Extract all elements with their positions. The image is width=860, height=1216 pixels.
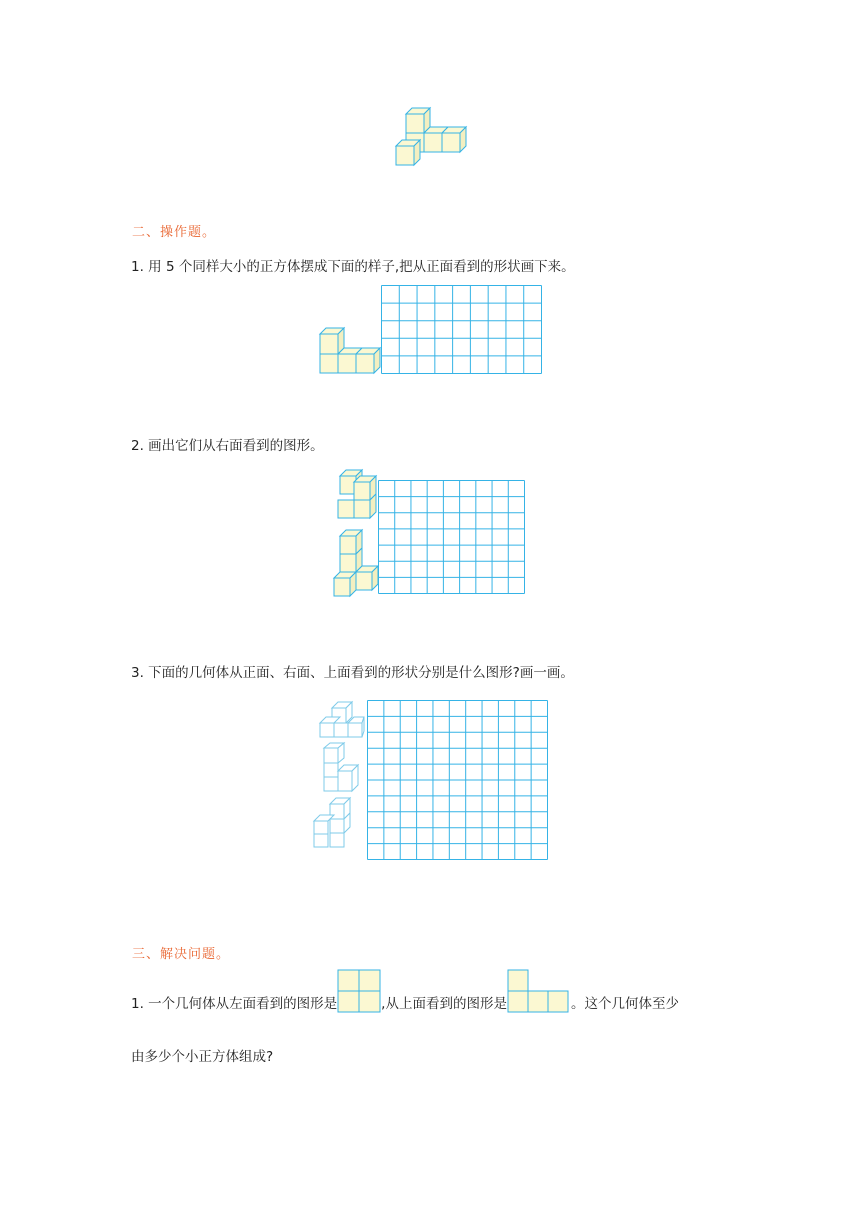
q2-cube-figure-b [332,528,382,598]
cube [334,723,348,737]
q3-cube-figure-b [320,742,360,792]
cube [356,348,380,373]
left-view-figure [337,969,381,1013]
question-3-1-line-2: 由多少个小正方体组成? [131,1049,274,1065]
cube [314,834,328,847]
cube [442,127,466,152]
section-2-title: 二、操作题。 [132,225,217,240]
q3-cube-figure-a [316,700,366,738]
top-cube-figure [390,100,470,172]
q1-cube-figure [316,324,382,376]
question-2-2: 2. 画出它们从右面看到的图形。 [131,438,324,454]
cube [324,763,338,777]
cube [348,717,364,737]
cube [356,566,378,590]
question-2-1: 1. 用 5 个同样大小的正方体摆成下面的样子,把从正面看到的形状画下来。 [131,259,575,275]
question-3-1 [131,969,679,1013]
cube [330,833,344,847]
cube [338,765,358,791]
q2-cube-figure-a [334,468,380,520]
question-3-1-text-c: 。这个几何体至少 [570,996,679,1012]
section-3-title: 三、解决问题。 [132,947,231,962]
cube [340,530,362,554]
q3-cube-figure-c [310,796,354,850]
cube [396,140,420,165]
cube [406,108,430,133]
cube [334,572,356,596]
cube [320,354,338,373]
q1-drawing-grid[interactable] [381,285,542,374]
cube [338,500,354,518]
question-2-3: 3. 下面的几何体从正面、右面、上面看到的形状分别是什么图形?画一画。 [131,665,574,681]
cube [320,328,344,354]
question-3-1-text-a: 1. 一个几何体从左面看到的图形是 [131,996,338,1012]
cube [324,777,338,791]
q2-drawing-grid[interactable] [378,480,525,594]
cube [324,743,344,763]
cube [354,476,376,500]
question-3-1-text-b: ,从上面看到的图形是 [381,996,507,1012]
q3-drawing-grid[interactable] [367,700,548,860]
top-view-figure [507,969,571,1013]
